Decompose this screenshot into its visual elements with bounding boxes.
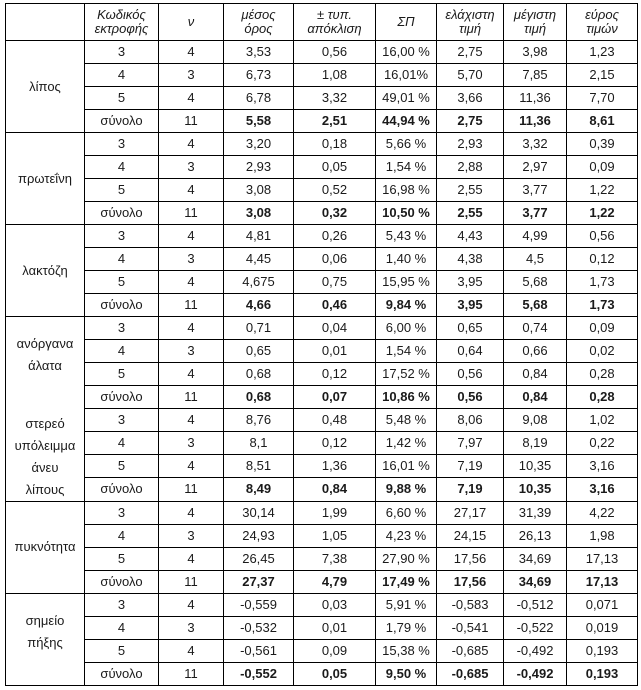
cell-std-dev: 0,56 — [294, 41, 376, 64]
cell-breeding-code: 4 — [85, 524, 159, 547]
cell-cv: 5,91 % — [376, 593, 437, 616]
property-label-word: σημείο — [25, 612, 65, 628]
property-label: λακτόζη — [6, 225, 85, 317]
cell-range: 4,22 — [567, 501, 638, 524]
cell-breeding-code: 5 — [85, 271, 159, 294]
table-row — [6, 616, 638, 639]
cell-mean: 3,53 — [224, 41, 294, 64]
cell-std-dev: 0,46 — [294, 294, 376, 317]
cell-std-dev: 0,05 — [294, 662, 376, 685]
cell-cv: 9,50 % — [376, 662, 437, 685]
cell-breeding-code: 4 — [85, 616, 159, 639]
cell-breeding-code: σύνολο — [85, 110, 159, 133]
cell-max-value: 9,08 — [504, 409, 567, 432]
cell-breeding-code: 3 — [85, 317, 159, 340]
cell-n: 4 — [159, 639, 224, 662]
header-range — [567, 4, 638, 41]
cell-range: 0,56 — [567, 225, 638, 248]
total-row — [6, 386, 638, 409]
cell-min-value: 3,66 — [437, 87, 504, 110]
cell-max-value: 3,98 — [504, 41, 567, 64]
cell-max-value: 31,39 — [504, 501, 567, 524]
cell-min-value: -0,685 — [437, 662, 504, 685]
cell-min-value: 2,93 — [437, 133, 504, 156]
cell-breeding-code: σύνολο — [85, 570, 159, 593]
property-label-word: πήξης — [27, 634, 63, 650]
cell-cv: 6,60 % — [376, 501, 437, 524]
cell-std-dev: 0,05 — [294, 156, 376, 179]
cell-cv: 6,00 % — [376, 317, 437, 340]
header-min-value — [437, 4, 504, 41]
cell-n: 3 — [159, 156, 224, 179]
table-row — [6, 455, 638, 478]
cell-std-dev: 0,26 — [294, 225, 376, 248]
cell-range: 0,12 — [567, 248, 638, 271]
cell-mean: 5,58 — [224, 110, 294, 133]
cell-min-value: 17,56 — [437, 570, 504, 593]
cell-n: 4 — [159, 593, 224, 616]
header-line-1: μέγιστη — [513, 7, 557, 22]
cell-cv: 1,54 % — [376, 156, 437, 179]
cell-range: 1,22 — [567, 179, 638, 202]
cell-range: 7,70 — [567, 87, 638, 110]
cell-range: 0,09 — [567, 317, 638, 340]
header-line-1: ΣΠ — [397, 14, 415, 29]
cell-mean: 3,08 — [224, 202, 294, 225]
cell-std-dev: 0,06 — [294, 248, 376, 271]
header-std-dev — [294, 4, 376, 41]
cell-range: 0,193 — [567, 662, 638, 685]
property-label-word: λίπους — [25, 481, 65, 497]
header-line-1: Κωδικός — [97, 7, 146, 22]
cell-mean: 4,45 — [224, 248, 294, 271]
cell-std-dev: 0,09 — [294, 639, 376, 662]
table-row — [6, 248, 638, 271]
cell-max-value: 0,84 — [504, 363, 567, 386]
cell-breeding-code: σύνολο — [85, 202, 159, 225]
cell-cv: 9,84 % — [376, 294, 437, 317]
total-row — [6, 202, 638, 225]
table-row — [6, 340, 638, 363]
cell-min-value: 8,06 — [437, 409, 504, 432]
property-label-word: υπόλειμμα — [14, 437, 76, 453]
header-corner — [6, 4, 85, 41]
cell-std-dev: 1,36 — [294, 455, 376, 478]
cell-cv: 5,66 % — [376, 133, 437, 156]
cell-cv: 4,23 % — [376, 524, 437, 547]
cell-mean: 6,73 — [224, 64, 294, 87]
cell-cv: 49,01 % — [376, 87, 437, 110]
header-line-1: μέσος — [241, 7, 276, 22]
cell-n: 11 — [159, 478, 224, 501]
cell-max-value: 10,35 — [504, 455, 567, 478]
property-label: λίπος — [6, 41, 85, 133]
cell-range: 0,22 — [567, 432, 638, 455]
cell-range: 1,22 — [567, 202, 638, 225]
table-body — [6, 41, 638, 686]
cell-std-dev: 0,52 — [294, 179, 376, 202]
cell-min-value: 0,64 — [437, 340, 504, 363]
cell-max-value: 3,77 — [504, 202, 567, 225]
cell-std-dev: 0,48 — [294, 409, 376, 432]
cell-mean: 30,14 — [224, 501, 294, 524]
table-row — [6, 501, 638, 524]
header-max-value — [504, 4, 567, 41]
table-row — [6, 87, 638, 110]
cell-breeding-code: 3 — [85, 593, 159, 616]
cell-cv: 1,40 % — [376, 248, 437, 271]
table-row — [6, 524, 638, 547]
cell-cv: 17,52 % — [376, 363, 437, 386]
cell-std-dev: 4,79 — [294, 570, 376, 593]
cell-min-value: 0,65 — [437, 317, 504, 340]
cell-min-value: 2,75 — [437, 110, 504, 133]
header-breeding-code — [85, 4, 159, 41]
cell-n: 4 — [159, 501, 224, 524]
total-row — [6, 294, 638, 317]
table-row — [6, 432, 638, 455]
cell-mean: 8,51 — [224, 455, 294, 478]
cell-std-dev: 0,32 — [294, 202, 376, 225]
cell-max-value: 34,69 — [504, 570, 567, 593]
cell-std-dev: 0,07 — [294, 386, 376, 409]
cell-mean: 6,78 — [224, 87, 294, 110]
header-line-1: εύρος — [585, 7, 619, 22]
cell-max-value: 3,32 — [504, 133, 567, 156]
cell-mean: 8,1 — [224, 432, 294, 455]
header-line-2: απόκλιση — [307, 21, 362, 36]
cell-max-value: 11,36 — [504, 87, 567, 110]
cell-std-dev: 1,05 — [294, 524, 376, 547]
cell-max-value: -0,492 — [504, 662, 567, 685]
cell-mean: 4,675 — [224, 271, 294, 294]
cell-range: 0,09 — [567, 156, 638, 179]
cell-breeding-code: 4 — [85, 156, 159, 179]
cell-min-value: -0,583 — [437, 593, 504, 616]
cell-cv: 15,95 % — [376, 271, 437, 294]
cell-breeding-code: 5 — [85, 455, 159, 478]
cell-max-value: 10,35 — [504, 478, 567, 501]
cell-breeding-code: σύνολο — [85, 662, 159, 685]
cell-max-value: -0,512 — [504, 593, 567, 616]
cell-std-dev: 1,99 — [294, 501, 376, 524]
cell-max-value: 4,99 — [504, 225, 567, 248]
cell-min-value: 2,75 — [437, 41, 504, 64]
cell-max-value: 4,5 — [504, 248, 567, 271]
cell-n: 4 — [159, 179, 224, 202]
cell-mean: 24,93 — [224, 524, 294, 547]
cell-mean: 3,20 — [224, 133, 294, 156]
cell-range: 0,071 — [567, 593, 638, 616]
cell-mean: 0,65 — [224, 340, 294, 363]
cell-cv: 44,94 % — [376, 110, 437, 133]
table-row — [6, 363, 638, 386]
table-row — [6, 179, 638, 202]
cell-std-dev: 0,12 — [294, 363, 376, 386]
cell-min-value: 0,56 — [437, 363, 504, 386]
cell-cv: 16,98 % — [376, 179, 437, 202]
cell-min-value: 24,15 — [437, 524, 504, 547]
cell-std-dev: 0,75 — [294, 271, 376, 294]
header-mean — [224, 4, 294, 41]
cell-range: 1,02 — [567, 409, 638, 432]
total-row — [6, 570, 638, 593]
statistics-table — [5, 3, 638, 686]
cell-breeding-code: 3 — [85, 225, 159, 248]
cell-n: 4 — [159, 455, 224, 478]
cell-max-value: -0,522 — [504, 616, 567, 639]
cell-cv: 17,49 % — [376, 570, 437, 593]
cell-cv: 16,00 % — [376, 41, 437, 64]
header-cv — [376, 4, 437, 41]
table-row — [6, 271, 638, 294]
header-line-2: όρος — [244, 21, 273, 36]
header-line-1: ν — [187, 14, 195, 29]
cell-cv: 16,01 % — [376, 455, 437, 478]
cell-breeding-code: σύνολο — [85, 294, 159, 317]
cell-range: 0,28 — [567, 363, 638, 386]
table-row — [6, 593, 638, 616]
cell-breeding-code: 5 — [85, 363, 159, 386]
cell-cv: 16,01% — [376, 64, 437, 87]
cell-n: 11 — [159, 110, 224, 133]
cell-max-value: -0,492 — [504, 639, 567, 662]
cell-min-value: 3,95 — [437, 294, 504, 317]
cell-max-value: 0,84 — [504, 386, 567, 409]
table-row — [6, 409, 638, 432]
cell-mean: 0,68 — [224, 386, 294, 409]
cell-breeding-code: 5 — [85, 547, 159, 570]
cell-n: 4 — [159, 87, 224, 110]
cell-n: 11 — [159, 570, 224, 593]
header-line-2: τιμή — [523, 21, 547, 36]
cell-n: 4 — [159, 409, 224, 432]
property-label: πυκνότητα — [6, 501, 85, 593]
cell-std-dev: 0,01 — [294, 340, 376, 363]
cell-breeding-code: 5 — [85, 87, 159, 110]
property-label-word: άλατα — [28, 358, 62, 373]
cell-n: 3 — [159, 248, 224, 271]
property-label-word: ανόργανα — [16, 336, 74, 351]
cell-min-value: 5,70 — [437, 64, 504, 87]
cell-n: 11 — [159, 202, 224, 225]
cell-range: 3,16 — [567, 455, 638, 478]
total-row — [6, 478, 638, 501]
cell-mean: 2,93 — [224, 156, 294, 179]
cell-n: 4 — [159, 225, 224, 248]
cell-cv: 5,48 % — [376, 409, 437, 432]
cell-range: 17,13 — [567, 547, 638, 570]
cell-max-value: 7,85 — [504, 64, 567, 87]
cell-min-value: 7,19 — [437, 478, 504, 501]
cell-n: 4 — [159, 133, 224, 156]
cell-max-value: 5,68 — [504, 294, 567, 317]
cell-std-dev: 0,12 — [294, 432, 376, 455]
cell-mean: 0,71 — [224, 317, 294, 340]
cell-min-value: 7,19 — [437, 455, 504, 478]
property-label-word: στερεό — [25, 415, 65, 431]
cell-max-value: 2,97 — [504, 156, 567, 179]
property-label — [6, 593, 85, 685]
header-line-2: τιμή — [458, 21, 482, 36]
cell-breeding-code: 5 — [85, 179, 159, 202]
cell-n: 4 — [159, 547, 224, 570]
cell-range: 0,02 — [567, 340, 638, 363]
property-label — [6, 409, 85, 502]
cell-std-dev: 0,18 — [294, 133, 376, 156]
cell-breeding-code: 3 — [85, 501, 159, 524]
cell-max-value: 11,36 — [504, 110, 567, 133]
cell-std-dev: 1,08 — [294, 64, 376, 87]
cell-min-value: 0,56 — [437, 386, 504, 409]
cell-max-value: 5,68 — [504, 271, 567, 294]
cell-range: 3,16 — [567, 478, 638, 501]
cell-range: 1,23 — [567, 41, 638, 64]
cell-breeding-code: 4 — [85, 64, 159, 87]
header-line-2: τιμών — [586, 21, 618, 36]
cell-min-value: 2,88 — [437, 156, 504, 179]
cell-min-value: 3,95 — [437, 271, 504, 294]
cell-std-dev: 0,03 — [294, 593, 376, 616]
table-row — [6, 133, 638, 156]
header-line-1: ± τυπ. — [316, 7, 353, 22]
cell-n: 4 — [159, 271, 224, 294]
cell-n: 3 — [159, 616, 224, 639]
cell-breeding-code: 4 — [85, 432, 159, 455]
cell-range: 8,61 — [567, 110, 638, 133]
cell-n: 11 — [159, 294, 224, 317]
cell-mean: 0,68 — [224, 363, 294, 386]
cell-max-value: 3,77 — [504, 179, 567, 202]
cell-std-dev: 0,04 — [294, 317, 376, 340]
cell-cv: 15,38 % — [376, 639, 437, 662]
cell-mean: 3,08 — [224, 179, 294, 202]
cell-mean: 27,37 — [224, 570, 294, 593]
cell-n: 11 — [159, 662, 224, 685]
cell-std-dev: 0,01 — [294, 616, 376, 639]
property-label — [6, 317, 85, 409]
cell-mean: -0,559 — [224, 593, 294, 616]
cell-min-value: 27,17 — [437, 501, 504, 524]
cell-min-value: 4,43 — [437, 225, 504, 248]
cell-breeding-code: σύνολο — [85, 478, 159, 501]
cell-cv: 10,50 % — [376, 202, 437, 225]
cell-breeding-code: 3 — [85, 133, 159, 156]
cell-min-value: 2,55 — [437, 179, 504, 202]
cell-cv: 9,88 % — [376, 478, 437, 501]
cell-n: 4 — [159, 41, 224, 64]
cell-mean: -0,532 — [224, 616, 294, 639]
cell-range: 17,13 — [567, 570, 638, 593]
header-n — [159, 4, 224, 41]
cell-n: 4 — [159, 363, 224, 386]
cell-mean: 8,76 — [224, 409, 294, 432]
cell-breeding-code: σύνολο — [85, 386, 159, 409]
cell-cv: 1,54 % — [376, 340, 437, 363]
cell-cv: 5,43 % — [376, 225, 437, 248]
property-label-word: άνευ — [31, 459, 59, 475]
cell-std-dev: 7,38 — [294, 547, 376, 570]
header-line-1: ελάχιστη — [445, 7, 495, 22]
table-row — [6, 64, 638, 87]
cell-range: 1,73 — [567, 271, 638, 294]
cell-n: 4 — [159, 317, 224, 340]
cell-min-value: 4,38 — [437, 248, 504, 271]
cell-mean: 4,66 — [224, 294, 294, 317]
table-row — [6, 41, 638, 64]
cell-max-value: 8,19 — [504, 432, 567, 455]
cell-max-value: 0,74 — [504, 317, 567, 340]
cell-min-value: -0,541 — [437, 616, 504, 639]
cell-min-value: -0,685 — [437, 639, 504, 662]
cell-breeding-code: 3 — [85, 409, 159, 432]
cell-n: 11 — [159, 386, 224, 409]
cell-cv: 27,90 % — [376, 547, 437, 570]
cell-breeding-code: 5 — [85, 639, 159, 662]
cell-range: 0,28 — [567, 386, 638, 409]
cell-n: 3 — [159, 432, 224, 455]
cell-max-value: 34,69 — [504, 547, 567, 570]
cell-min-value: 7,97 — [437, 432, 504, 455]
cell-range: 2,15 — [567, 64, 638, 87]
cell-std-dev: 2,51 — [294, 110, 376, 133]
total-row — [6, 110, 638, 133]
cell-mean: 26,45 — [224, 547, 294, 570]
cell-range: 1,73 — [567, 294, 638, 317]
table-row — [6, 639, 638, 662]
cell-cv: 1,42 % — [376, 432, 437, 455]
cell-cv: 10,86 % — [376, 386, 437, 409]
cell-max-value: 26,13 — [504, 524, 567, 547]
cell-mean: 4,81 — [224, 225, 294, 248]
cell-n: 3 — [159, 524, 224, 547]
cell-breeding-code: 4 — [85, 248, 159, 271]
cell-breeding-code: 3 — [85, 41, 159, 64]
cell-min-value: 2,55 — [437, 202, 504, 225]
cell-n: 3 — [159, 64, 224, 87]
cell-cv: 1,79 % — [376, 616, 437, 639]
cell-std-dev: 3,32 — [294, 87, 376, 110]
cell-breeding-code: 4 — [85, 340, 159, 363]
total-row — [6, 662, 638, 685]
cell-range: 0,019 — [567, 616, 638, 639]
cell-mean: -0,561 — [224, 639, 294, 662]
table-row — [6, 156, 638, 179]
cell-range: 0,39 — [567, 133, 638, 156]
table-row — [6, 225, 638, 248]
table-row — [6, 547, 638, 570]
cell-n: 3 — [159, 340, 224, 363]
cell-range: 1,98 — [567, 524, 638, 547]
header-row — [6, 4, 638, 41]
cell-mean: -0,552 — [224, 662, 294, 685]
cell-max-value: 0,66 — [504, 340, 567, 363]
header-line-2: εκτροφής — [94, 21, 149, 36]
cell-std-dev: 0,84 — [294, 478, 376, 501]
property-label: πρωτεΐνη — [6, 133, 85, 225]
cell-min-value: 17,56 — [437, 547, 504, 570]
cell-mean: 8,49 — [224, 478, 294, 501]
table-row — [6, 317, 638, 340]
cell-range: 0,193 — [567, 639, 638, 662]
